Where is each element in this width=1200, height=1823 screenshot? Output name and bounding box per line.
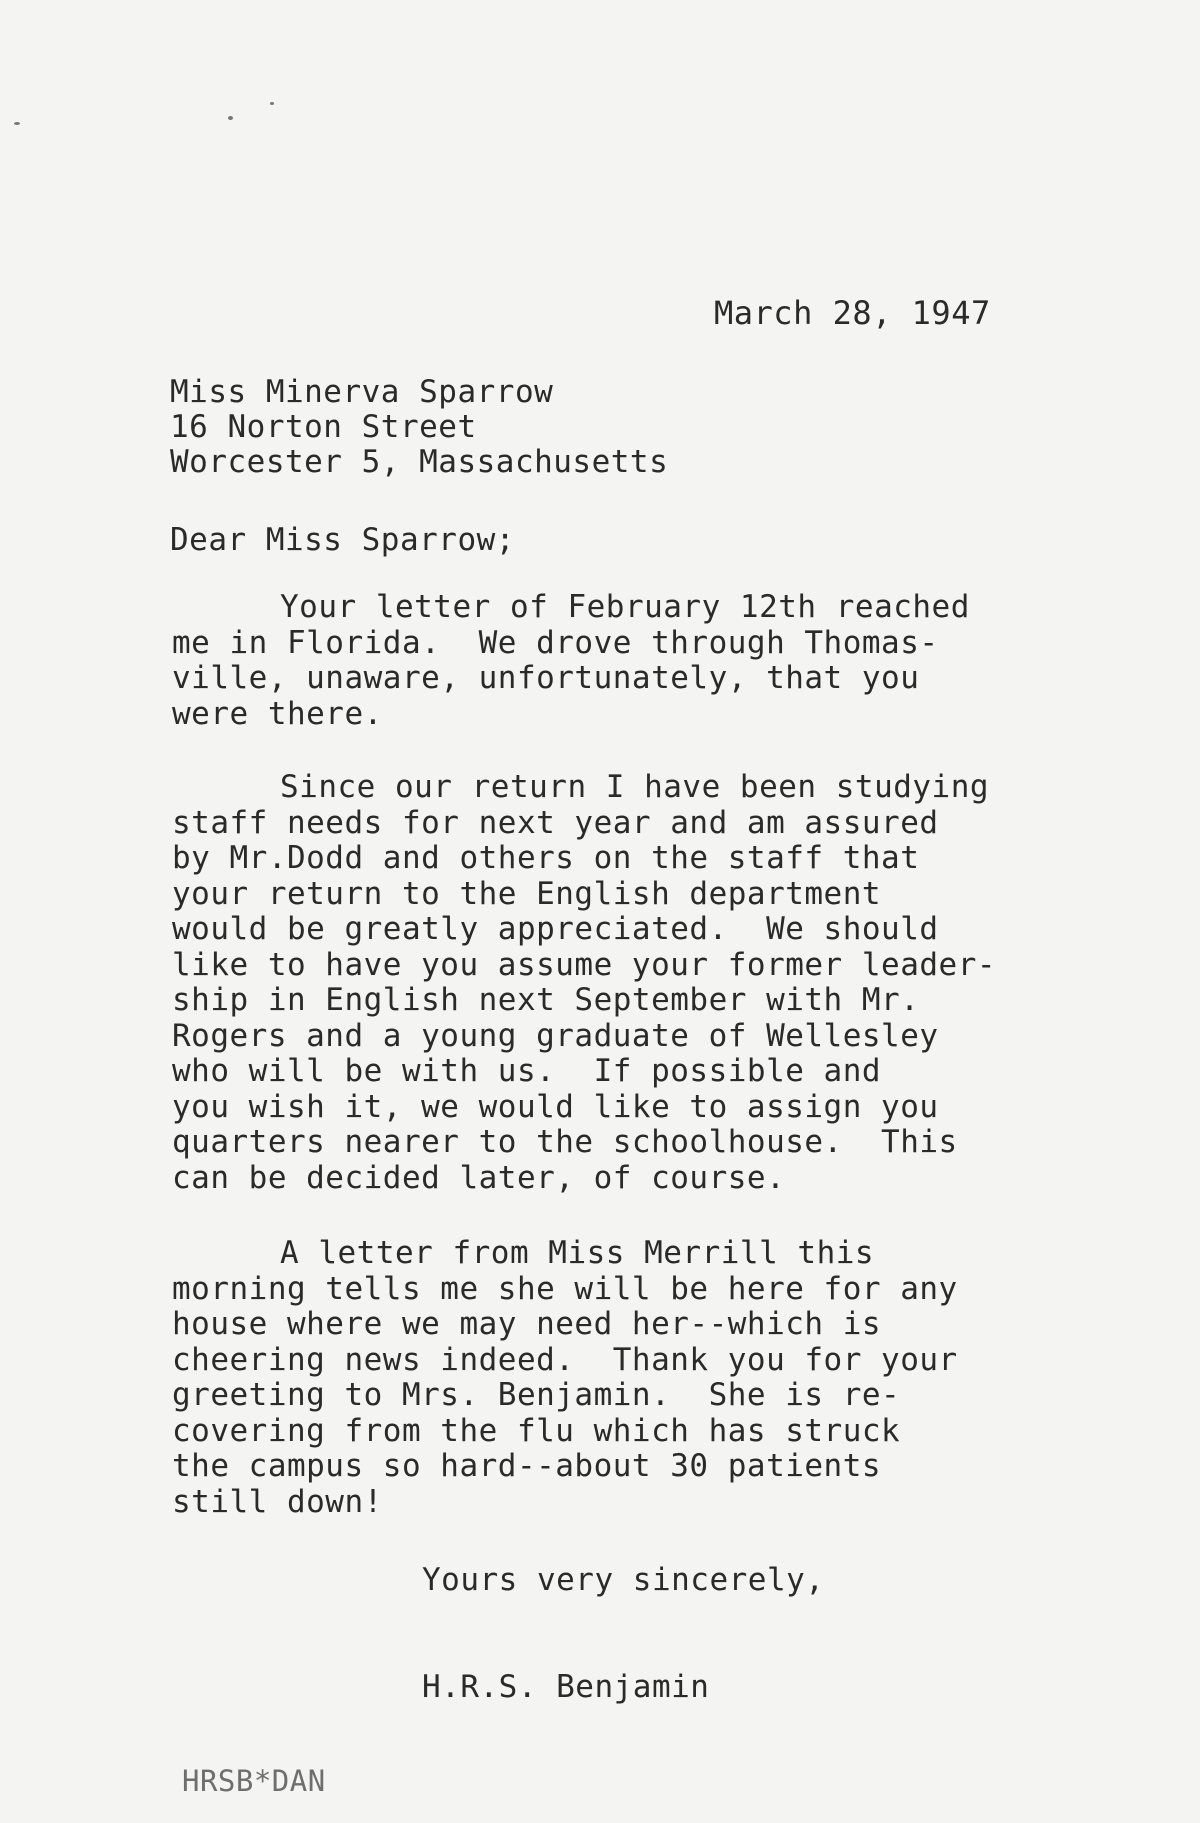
paper-speck: [14, 122, 20, 125]
paragraph-line: can be decided later, of course.: [172, 1159, 786, 1196]
paragraph-2: [172, 770, 1132, 1196]
paragraph-line: me in Florida. We drove through Thomas-: [172, 624, 939, 661]
paragraph-line: like to have you assume your former leader-: [172, 946, 997, 983]
paragraph-line: greeting to Mrs. Benjamin. She is re-: [172, 1377, 901, 1413]
paragraph-line: by Mr.Dodd and others on the staff that: [172, 840, 920, 876]
paragraph-line: ville, unaware, unfortunately, that you: [172, 660, 920, 696]
paper-speck: [270, 102, 274, 105]
paragraph-line: were there.: [172, 695, 383, 732]
paragraph-line: Your letter of February 12th reached: [280, 589, 970, 625]
paragraph-line: covering from the flu which has struck: [172, 1412, 901, 1449]
paragraph-3: [172, 1236, 1132, 1520]
paragraph-line: you wish it, we would like to assign you: [172, 1088, 939, 1125]
paragraph-line: staff needs for next year and am assured: [172, 804, 939, 841]
paper-speck: [228, 116, 233, 120]
paragraph-line: who will be with us. If possible and: [172, 1053, 882, 1089]
letter-date: March 28, 1947: [714, 294, 991, 332]
closing: Yours very sincerely,: [422, 1562, 825, 1598]
recipient-address: [170, 375, 668, 480]
paragraph-line: cheering news indeed. Thank you for your: [172, 1341, 958, 1378]
paragraph-line: your return to the English department: [172, 875, 882, 912]
paragraph-line: A letter from Miss Merrill this: [280, 1235, 875, 1271]
paragraph-line: the campus so hard--about 30 patients: [172, 1448, 882, 1484]
paragraph-line: quarters nearer to the schoolhouse. This: [172, 1124, 958, 1160]
paragraph-1: [172, 590, 1132, 732]
paragraph-line: Since our return I have been studying: [280, 769, 990, 805]
signature: H.R.S. Benjamin: [422, 1669, 710, 1705]
address-line: Miss Minerva Sparrow: [170, 374, 554, 410]
salutation: Dear Miss Sparrow;: [170, 522, 515, 558]
paragraph-line: morning tells me she will be here for any: [172, 1270, 958, 1307]
paragraph-line: still down!: [172, 1483, 383, 1520]
paragraph-line: would be greatly appreciated. We should: [172, 911, 939, 947]
paragraph-line: Rogers and a young graduate of Wellesley: [172, 1017, 939, 1054]
address-line: 16 Norton Street: [170, 409, 477, 445]
paragraph-line: house where we may need her--which is: [172, 1306, 882, 1342]
paragraph-line: ship in English next September with Mr.: [172, 982, 920, 1018]
address-line: Worcester 5, Massachusetts: [170, 444, 669, 480]
reference-initials: HRSB*DAN: [182, 1764, 326, 1798]
